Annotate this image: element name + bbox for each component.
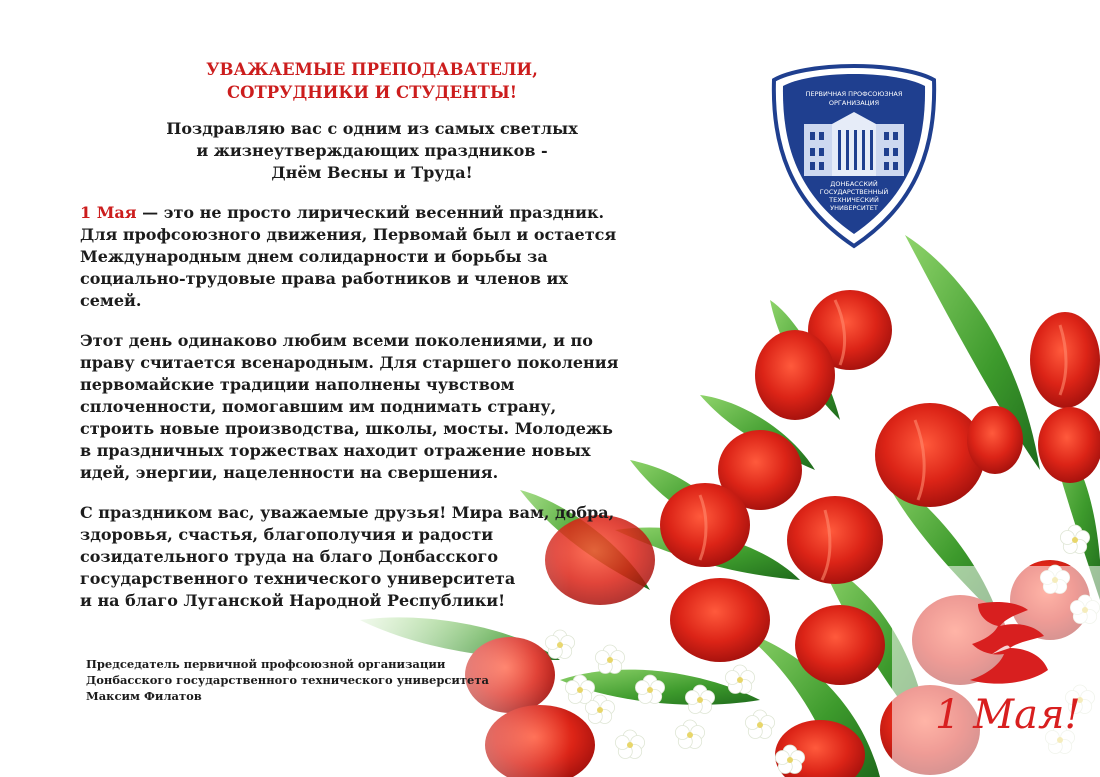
paragraph-line: строить новые производства, школы, мосты. Молодежь [80, 419, 613, 438]
paragraph-line: здоровья, счастья, благополучия и радости [80, 525, 494, 544]
may-day-badge-text: 1 Мая! [935, 692, 1081, 738]
paragraph-wishes [80, 502, 680, 612]
paragraph-line: Международным днем солидарности и борьбы за [80, 247, 548, 266]
paragraph-line: и на благо Луганской Народной Республики! [80, 591, 506, 610]
paragraph-line: идей, энергии, нацеленности на свершения. [80, 463, 499, 482]
paragraph-line: С праздником вас, уважаемые друзья! Мира вам, добра, [80, 503, 615, 522]
paragraph-line: семей. [80, 291, 142, 310]
may-day-logo-icon [948, 596, 1068, 692]
university-shield-emblem-icon [770, 62, 938, 250]
letter-heading [92, 58, 652, 104]
may-1-highlight: 1 Мая [80, 203, 137, 222]
paragraph-line: созидательного труда на благо Донбасского [80, 547, 498, 566]
paragraph-generations [80, 330, 680, 484]
heading-line: УВАЖАЕМЫЕ ПРЕПОДАВАТЕЛИ, [206, 60, 538, 79]
emblem-bottom-line3: ТЕХНИЧЕСКИЙ [829, 196, 879, 204]
paragraph-line: Этот день одинаково любим всеми поколениями, и по [80, 331, 593, 350]
emblem-bottom-line1: ДОНБАССКИЙ [830, 180, 878, 188]
letter-body [72, 58, 672, 612]
emblem-top-line2: ОРГАНИЗАЦИЯ [828, 99, 880, 107]
paragraph-line: сплоченности, помогавшим им поднимать страну, [80, 397, 557, 416]
greeting-line: и жизнеутверждающих праздников - [196, 141, 548, 160]
paragraph-may-day [80, 202, 680, 312]
paragraph-line: Для профсоюзного движения, Первомай был и остается [80, 225, 617, 244]
emblem-bottom-line2: ГОСУДАРСТВЕННЫЙ [819, 188, 889, 196]
paragraph-line [80, 202, 680, 224]
paragraph-line: первомайские традиции наполнены чувством [80, 375, 515, 394]
signature-organization: Донбасского государственного технического университета [86, 673, 489, 687]
paragraph-line: государственного технического университета [80, 569, 516, 588]
paragraph-line-rest: — это не просто лирический весенний праздник. [136, 203, 605, 222]
greeting-line: Днём Весны и Труда! [271, 163, 473, 182]
paragraph-line: праву считается всенародным. Для старшего поколения [80, 353, 619, 372]
paragraph-line: в праздничных торжествах находит отражение новых [80, 441, 591, 460]
signature-name: Максим Филатов [86, 689, 202, 703]
greeting-line: Поздравляю вас с одним из самых светлых [166, 119, 578, 138]
heading-line: СОТРУДНИКИ И СТУДЕНТЫ! [226, 83, 518, 102]
signature-block [86, 656, 489, 704]
signature-title: Председатель первичной профсоюзной организации [86, 657, 446, 671]
emblem-bottom-line4: УНИВЕРСИТЕТ [830, 204, 878, 212]
emblem-top-line1: ПЕРВИЧНАЯ ПРОФСОЮЗНАЯ [805, 90, 903, 98]
paragraph-line: социально-трудовые права работников и членов их [80, 269, 568, 288]
greeting-block [92, 118, 652, 184]
